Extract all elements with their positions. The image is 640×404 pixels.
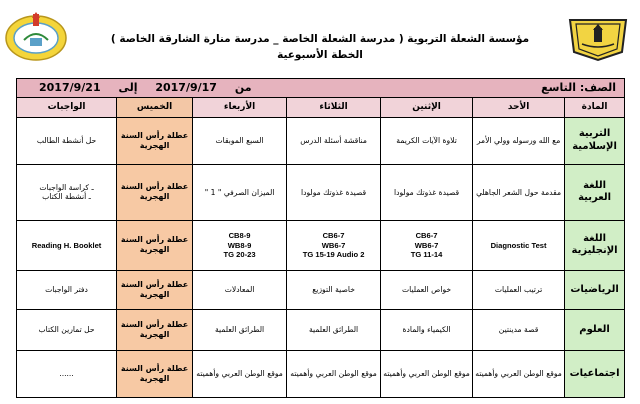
subject-cell: العلوم	[565, 309, 625, 350]
lesson-cell: ترتيب العمليات	[473, 271, 565, 310]
lesson-line: CB6-7	[322, 231, 345, 241]
homework-line: ـ كراسة الواجبات	[39, 182, 94, 192]
school-logo-left	[4, 10, 68, 62]
to-date: 2017/9/21	[39, 81, 101, 95]
holiday-cell: عطلة رأس السنة الهجرية	[117, 309, 193, 350]
header-tuesday: الثلاثاء	[287, 98, 381, 117]
school-logo-right	[566, 10, 630, 62]
lesson-cell: مناقشة أسئلة الدرس	[287, 117, 381, 164]
lesson-cell: موقع الوطن العربي وأهميته	[193, 350, 287, 397]
lesson-cell: خواص العمليات	[381, 271, 473, 310]
header-homework: الواجبات	[17, 98, 117, 117]
lesson-cell	[381, 220, 473, 270]
class-label: الصف: التاسع	[541, 81, 617, 95]
homework-cell: حل تمارين الكتاب	[17, 309, 117, 350]
from-label: من	[234, 81, 252, 95]
lesson-cell: قصة مدينتين	[473, 309, 565, 350]
homework-line: ـ أنشطة الكتاب	[42, 192, 91, 202]
subject-cell: الرياضيات	[565, 271, 625, 310]
lesson-cell: موقع الوطن العربي وأهميته	[381, 350, 473, 397]
lesson-cell: خاصية التوزيع	[287, 271, 381, 310]
lesson-cell: الميزان الصرفي " 1 "	[193, 164, 287, 220]
lesson-cell: مع الله ورسوله وولي الأمر	[473, 117, 565, 164]
holiday-cell: عطلة رأس السنة الهجرية	[117, 220, 193, 270]
lesson-cell: الطرائق العلمية	[193, 309, 287, 350]
lesson-cell: الطرائق العلمية	[287, 309, 381, 350]
lesson-cell: المعادلات	[193, 271, 287, 310]
homework-cell	[17, 164, 117, 220]
lesson-cell	[287, 220, 381, 270]
header-subject: المادة	[565, 98, 625, 117]
subject-cell: التربية الإسلامية	[565, 117, 625, 164]
lesson-cell: تلاوة الآيات الكريمة	[381, 117, 473, 164]
from-date: 2017/9/17	[155, 81, 217, 95]
lesson-line: TG 20-23	[223, 250, 256, 260]
table-row	[17, 271, 625, 310]
homework-cell: دفتر الواجبات	[17, 271, 117, 310]
lesson-line: TG 11-14	[410, 250, 443, 260]
to-label: إلى	[118, 81, 138, 95]
subject-cell: اللغة الإنجليزية	[565, 220, 625, 270]
lesson-line: CB6-7	[415, 231, 438, 241]
table-row	[17, 117, 625, 164]
class-info-row	[17, 79, 625, 98]
lesson-line: WB6-7	[321, 240, 346, 250]
lesson-cell: السبع الموبقات	[193, 117, 287, 164]
subject-cell: اجتماعيات	[565, 350, 625, 397]
lesson-cell: Diagnostic Test	[473, 220, 565, 270]
header-sunday: الأحد	[473, 98, 565, 117]
homework-cell: Reading H. Booklet	[17, 220, 117, 270]
subject-cell: اللغة العربية	[565, 164, 625, 220]
class-info-cell	[17, 79, 625, 98]
homework-cell: ......	[17, 350, 117, 397]
table-row	[17, 164, 625, 220]
holiday-cell: عطلة رأس السنة الهجرية	[117, 271, 193, 310]
lesson-cell: موقع الوطن العربي وأهميته	[473, 350, 565, 397]
institution-title: مؤسسة الشعلة التربوية ( مدرسة الشعلة الخاصة _ مدرسة منارة الشارقة الخاصة )	[110, 33, 530, 45]
header-monday: الإثنين	[381, 98, 473, 117]
weekly-plan-table	[16, 78, 625, 398]
holiday-cell: عطلة رأس السنة الهجرية	[117, 350, 193, 397]
header-wednesday: الأربعاء	[193, 98, 287, 117]
holiday-cell: عطلة رأس السنة الهجرية	[117, 164, 193, 220]
lesson-cell: قصيدة غذوتك مولودا	[381, 164, 473, 220]
plan-title: الخطة الأسبوعية	[277, 49, 363, 61]
table-row	[17, 309, 625, 350]
lesson-line: WB8-9	[227, 240, 252, 250]
column-header-row	[17, 98, 625, 117]
header-thursday: الخميس	[117, 98, 193, 117]
lesson-cell: مقدمة حول الشعر الجاهلي	[473, 164, 565, 220]
lesson-line: WB6-7	[414, 240, 439, 250]
table-row	[17, 350, 625, 397]
date-range	[25, 81, 252, 95]
holiday-cell: عطلة رأس السنة الهجرية	[117, 117, 193, 164]
lesson-cell	[193, 220, 287, 270]
lesson-line: TG 15-19 Audio 2	[302, 250, 365, 260]
lesson-cell: قصيدة غذوتك مولودا	[287, 164, 381, 220]
lesson-line: CB8-9	[228, 231, 251, 241]
lesson-cell: الكيمياء والمادة	[381, 309, 473, 350]
lesson-cell: موقع الوطن العربي وأهميته	[287, 350, 381, 397]
table-row	[17, 220, 625, 270]
homework-cell: حل أنشطة الطالب	[17, 117, 117, 164]
